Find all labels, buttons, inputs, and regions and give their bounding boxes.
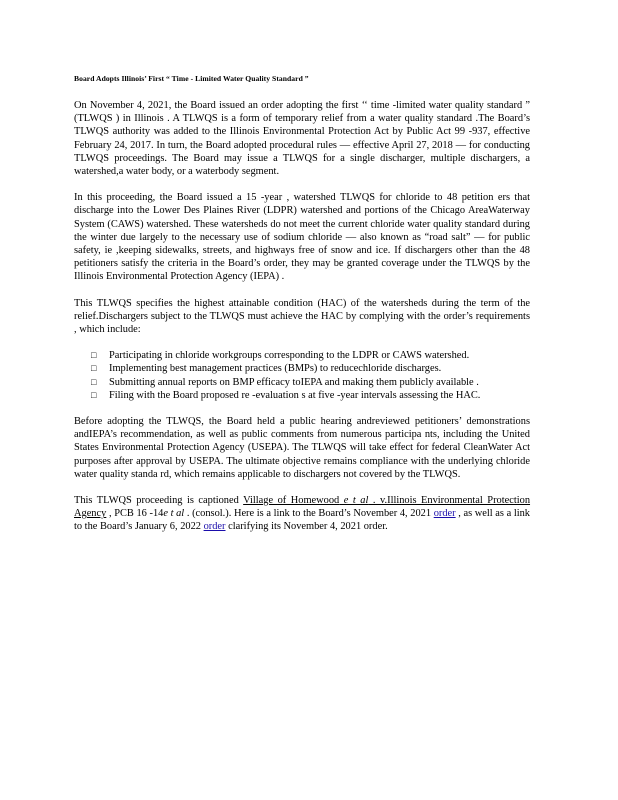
list-item-text: Implementing best management practices (BMPs) to reducechloride discharges. — [109, 363, 442, 375]
list-item — [91, 362, 530, 375]
bullet-icon: □ — [91, 363, 97, 374]
list-item — [91, 349, 530, 362]
case-caption-agency: . v.Illinois Environmental Protection Agency — [74, 495, 531, 520]
list-item-text: Participating in chloride workgroups corresponding to the LDPR or CAWS watershed. — [109, 350, 470, 362]
et-al-text: e t al — [339, 495, 369, 507]
paragraph-adoption: Before adopting the TLWQS, the Board held a public hearing andreviewed petitioners’ demonstrations andIEPA’s recommendation, as well as public comments from numerous participa nts, including the United States Environmental Protection Agency (USEPA). The TLWQS will take effect for federal CleanWater Act purposes after approval by USEPA. The ultimate objective remains compliance with the underlying chloride water quality standa rd, which remains applicable to dischargers not covered by the TLWQS. — [74, 416, 530, 480]
requirements-list — [74, 349, 530, 402]
bullet-icon: □ — [91, 389, 97, 400]
bullet-icon: □ — [91, 350, 97, 361]
list-item — [91, 389, 530, 402]
et-al-text: e t al — [163, 508, 185, 520]
document-title: Board Adopts Illinois’ First “ Time - Limited Water Quality Standard ” — [74, 74, 309, 83]
document-body — [74, 99, 530, 547]
caption-text: , PCB 16 -14 — [106, 508, 164, 520]
list-item-text: Filing with the Board proposed re -evaluation s at five -year intervals assessing the HAC. — [109, 389, 481, 401]
paragraph-intro: On November 4, 2021, the Board issued an order adopting the first ‘‘ time -limited water quality standard ” (TLWQS ) in Illinois . A TLWQS is a form of temporary relief from a water quality standard .The Board’s TLWQS authority was added to the Illinois Environmental Protection Act by Public Act 99 -937, effective February 24, 2017. In turn, the Board adopted procedural rules — effective April 27, 2018 — for conducting TLWQS proceedings. The Board may issue a TLWQS for a single discharger, multiple dischargers, a watershed,a water body, or a waterbody segment. — [74, 100, 530, 178]
list-item — [91, 376, 530, 389]
january-order-link[interactable]: order — [203, 521, 226, 533]
caption-text: clarifying its November 4, 2021 order. — [225, 521, 388, 533]
paragraph-caption — [74, 494, 530, 534]
list-item-text: Submitting annual reports on BMP efficacy toIEPA and making them publicly available . — [109, 376, 479, 388]
paragraph-hac: This TLWQS specifies the highest attainable condition (HAC) of the watersheds during the term of the relief.Dischargers subject to the TLWQS must achieve the HAC by complying with the order’s requirements , which include: — [74, 297, 530, 336]
caption-text: . (consol.). Here is a link to the Board’s November 4, 2021 — [184, 508, 434, 520]
november-order-link[interactable]: order — [433, 508, 456, 520]
case-caption-party: Village of Homewood — [243, 495, 340, 507]
bullet-icon: □ — [91, 376, 97, 387]
paragraph-proceeding: In this proceeding, the Board issued a 15 -year , watershed TLWQS for chloride to 48 petition ers that discharge into the Lower Des Plaines River (LDPR) watershed and portions of the Chicago AreaWaterway System (CAWS) watershed. These watersheds do not meet the current chloride water quality standard during the winter due largely to the necessary use of sodium chloride — also known as “road salt” — for public safety, ie ,keeping sidewalks, streets, and highways free of snow and ice. If dischargers other than the 48 petitioners satisfy the criteria in the Board’s order, they may be granted coverage under the TLWQS by the Illinois Environmental Protection Agency (IEPA) . — [74, 192, 530, 283]
caption-text: , as well as a link to the Board’s January 6, 2022 — [74, 508, 530, 533]
caption-text: This TLWQS proceeding is captioned — [74, 495, 244, 507]
